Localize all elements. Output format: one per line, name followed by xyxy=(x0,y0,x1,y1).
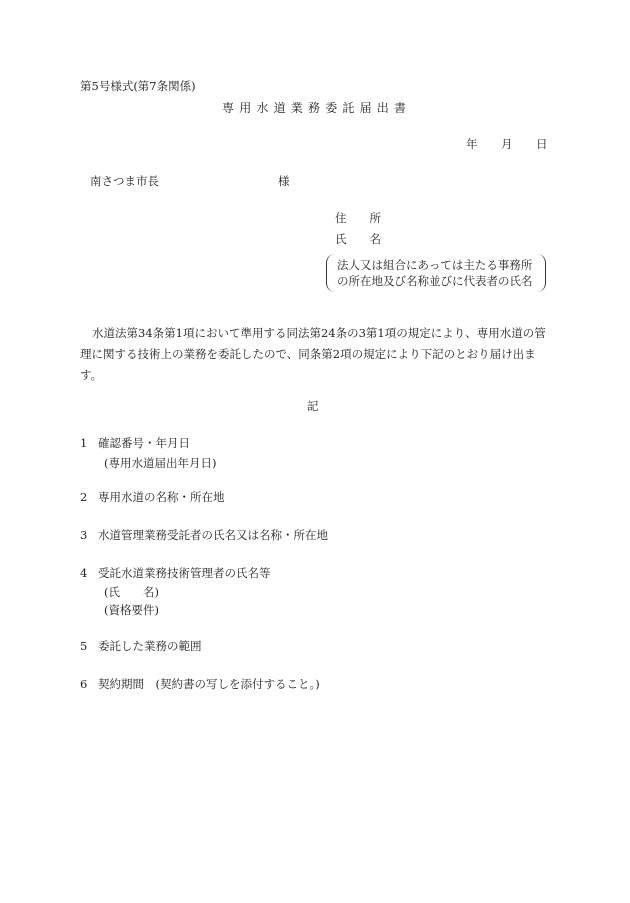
item-3 xyxy=(80,530,328,542)
item-4-sub-name: (氏 名) xyxy=(104,585,159,599)
note-line-2: の所在地及び名称並びに代表者の氏名 xyxy=(337,274,533,288)
document-title: 専用水道業務委託届出書 xyxy=(222,101,412,115)
item-4-sub-qualification: (資格要件) xyxy=(104,603,159,617)
item-6 xyxy=(80,679,320,691)
honorific: 様 xyxy=(278,174,290,188)
body-paragraph: 水道法第34条第1項において準用する同法第24条の3第1項の規定により、専用水道の管理に関する技術上の業務を委託したので、同条第2項の規定により下記のとおり届け出ます。 xyxy=(80,326,546,382)
item-number: 5 xyxy=(80,639,88,653)
item-5 xyxy=(80,641,202,653)
item-text: 水道管理業務受託者の氏名又は名称・所在地 xyxy=(98,528,328,542)
ki-heading: 記 xyxy=(307,399,319,413)
address-label-a: 住 xyxy=(335,211,347,225)
item-number: 3 xyxy=(80,528,88,542)
name-label-b: 名 xyxy=(369,232,381,246)
item-2 xyxy=(80,492,225,504)
item-text: 委託した業務の範囲 xyxy=(98,639,202,653)
item-number: 1 xyxy=(80,436,88,450)
date-day-label: 日 xyxy=(536,137,548,151)
item-1-sub: (専用水道届出年月日) xyxy=(104,456,217,470)
item-1 xyxy=(80,438,190,450)
name-label xyxy=(335,234,381,246)
address-label xyxy=(335,213,381,225)
date-month-label: 月 xyxy=(501,137,513,151)
item-text: 専用水道の名称・所在地 xyxy=(98,490,225,504)
date-year-label: 年 xyxy=(466,137,478,151)
form-number: 第5号様式(第7条関係) xyxy=(80,79,196,93)
item-number: 2 xyxy=(80,490,88,504)
address-label-b: 所 xyxy=(369,211,381,225)
addressee: 南さつま市長 xyxy=(90,174,159,188)
note-line-1: 法人又は組合にあっては主たる事務所 xyxy=(337,258,533,272)
name-label-a: 氏 xyxy=(335,232,347,246)
item-number: 6 xyxy=(80,677,88,691)
item-number: 4 xyxy=(80,566,88,580)
item-text: 確認番号・年月日 xyxy=(98,436,190,450)
item-text: 契約期間 (契約書の写しを添付すること。) xyxy=(98,677,320,691)
item-text: 受託水道業務技術管理者の氏名等 xyxy=(98,566,271,580)
item-4 xyxy=(80,568,271,580)
